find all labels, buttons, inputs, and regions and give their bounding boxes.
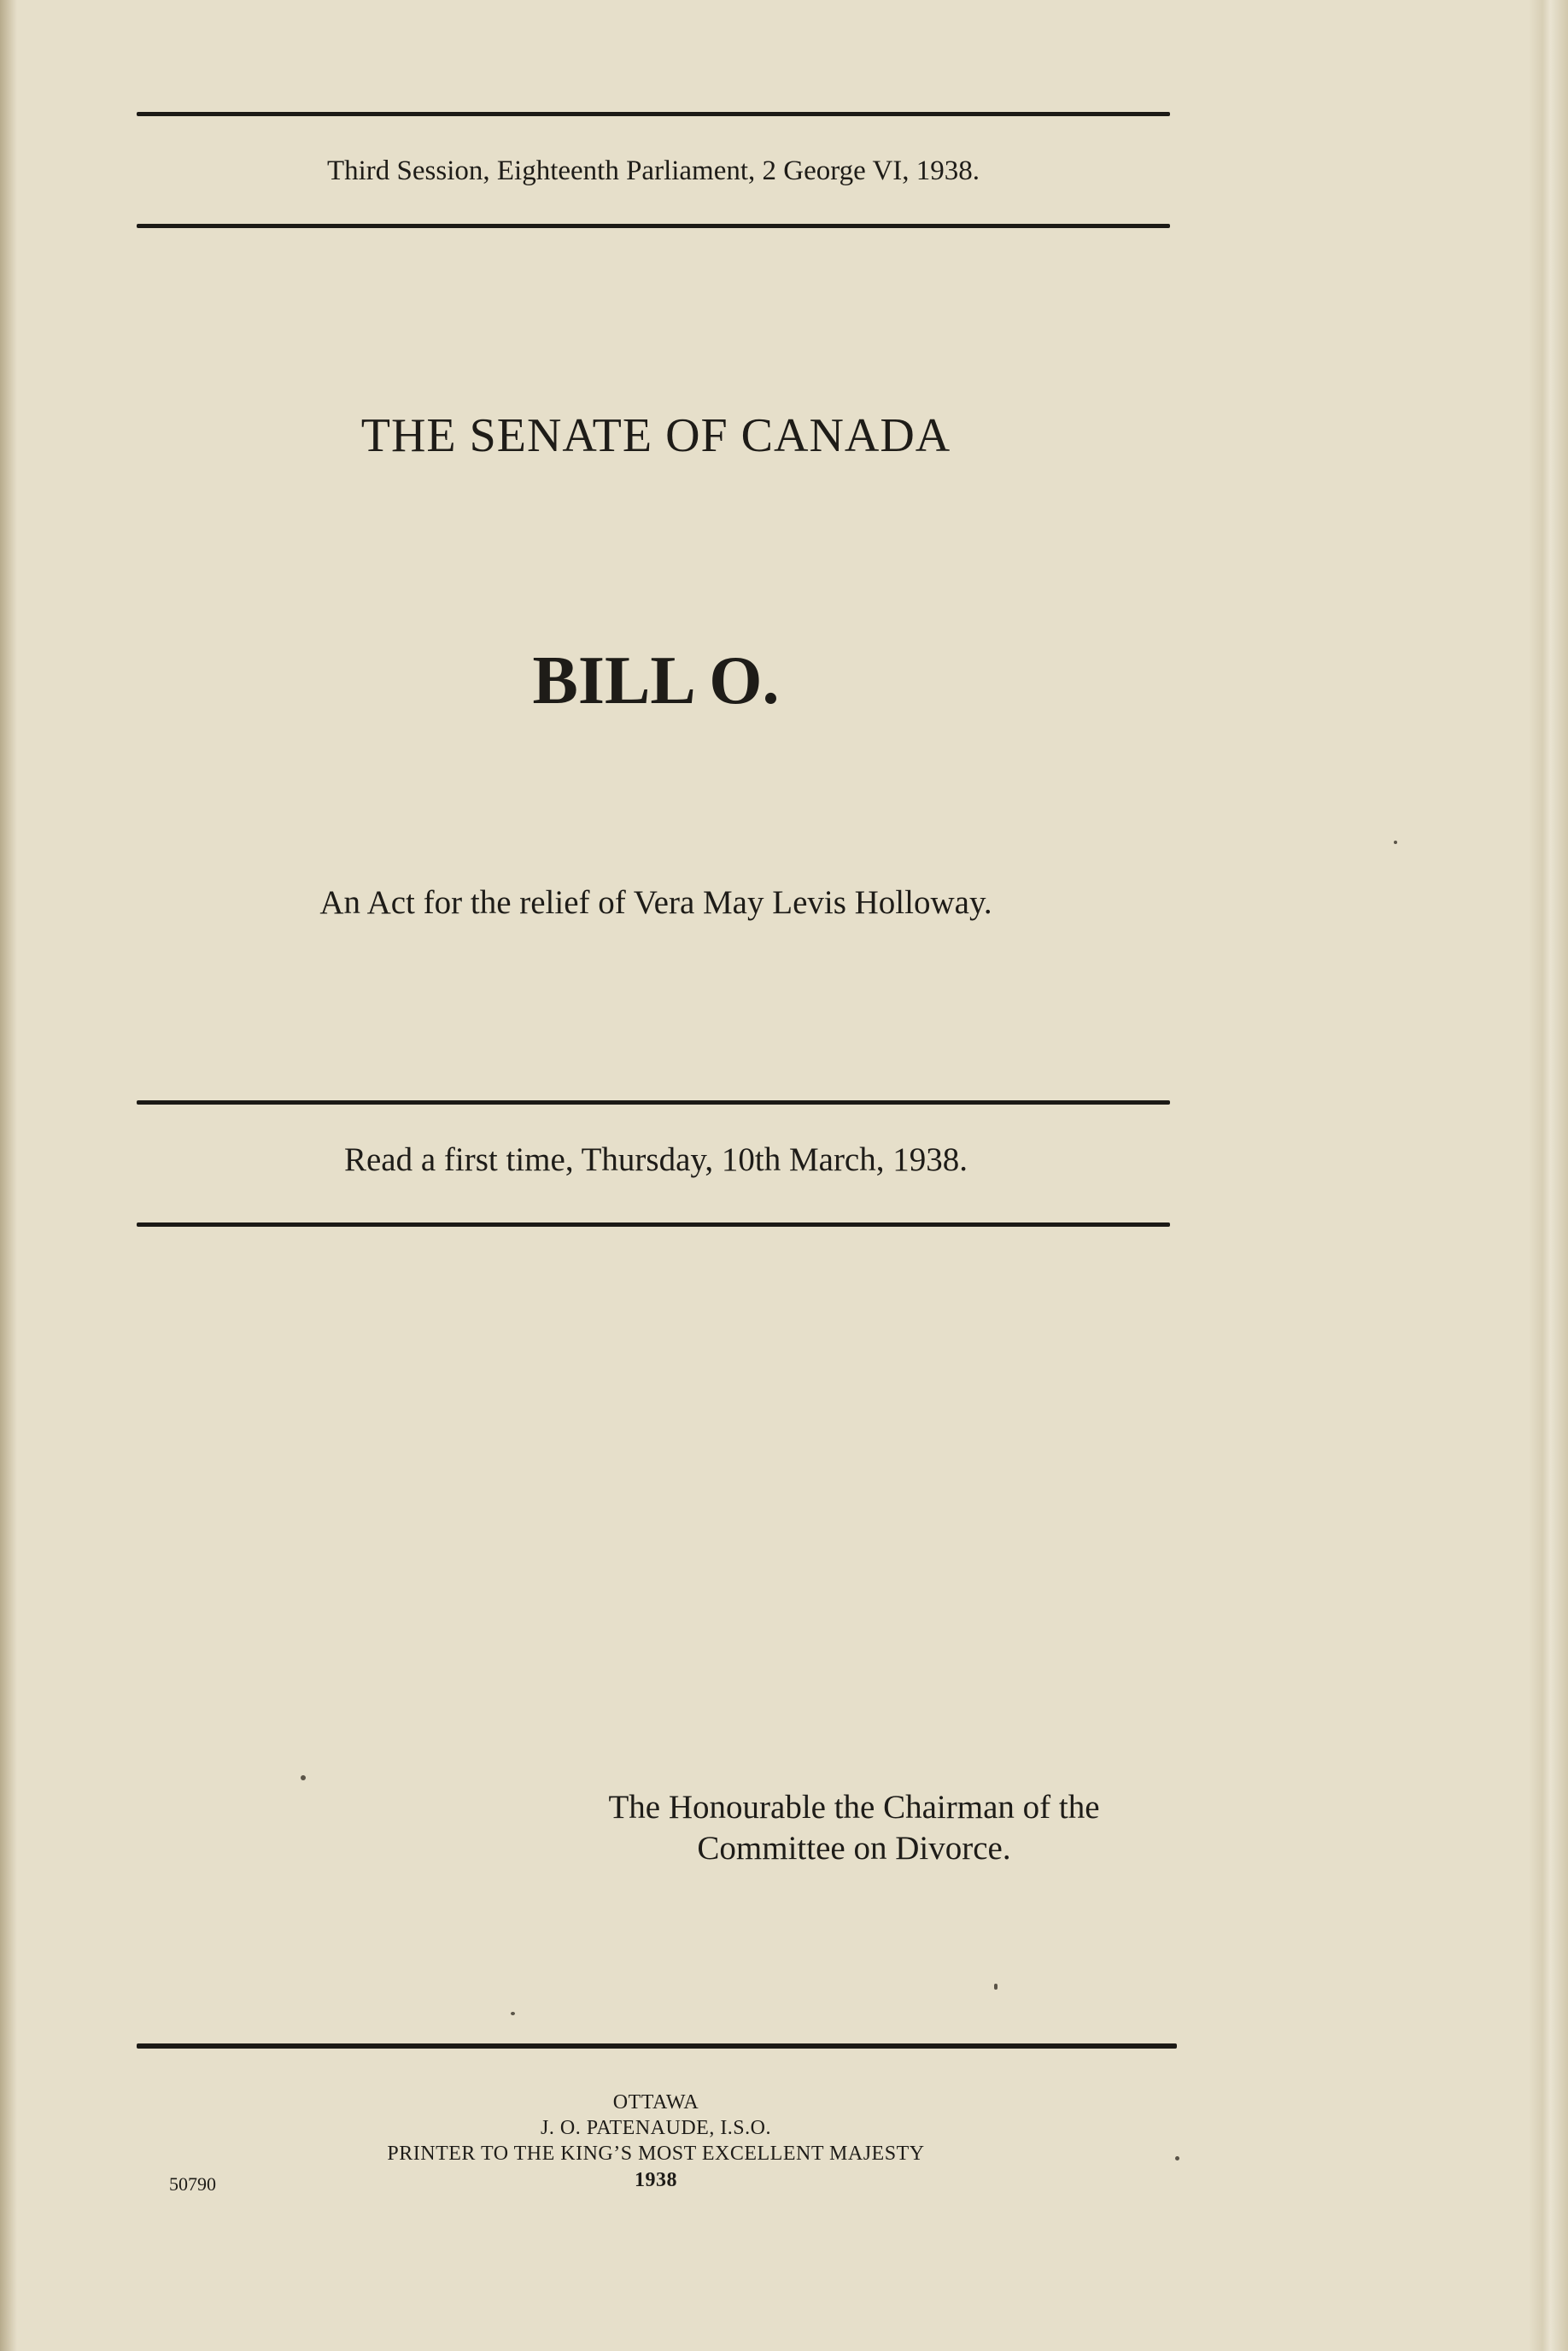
reading-top-rule <box>137 1100 1170 1105</box>
first-reading-status: Read a first time, Thursday, 10th March, 1938. <box>343 1141 968 1178</box>
document-number: 50790 <box>169 2173 216 2195</box>
chamber-title: THE SENATE OF CANADA <box>360 409 951 462</box>
paper-speck <box>511 2012 515 2015</box>
top-rule <box>137 112 1170 116</box>
header-bottom-rule <box>137 224 1170 228</box>
footer-rule <box>137 2043 1177 2049</box>
sponsor-line-1: The Honourable the Chairman of the <box>608 1789 1100 1826</box>
session-header: Third Session, Eighteenth Parliament, 2 George VI, 1938. <box>326 155 980 186</box>
page-edge-right <box>1529 0 1568 2351</box>
act-description: An Act for the relief of Vera May Levis Holloway. <box>319 884 992 921</box>
bill-title: BILL O. <box>532 643 780 718</box>
paper-speck <box>1175 2156 1179 2160</box>
sponsor-block <box>529 1787 1179 1870</box>
paper-speck <box>994 1984 998 1990</box>
paper-speck <box>301 1775 306 1780</box>
paper-speck <box>1394 841 1397 844</box>
footer-city: OTTAWA <box>612 2091 699 2114</box>
sponsor-line-2: Committee on Divorce. <box>697 1830 1011 1867</box>
footer-year: 1938 <box>635 2169 677 2191</box>
footer-printer-name: J. O. PATENAUDE, I.S.O. <box>541 2117 771 2139</box>
reading-bottom-rule <box>137 1222 1170 1227</box>
footer-printer-title: PRINTER TO THE KING’S MOST EXCELLENT MAJESTY <box>387 2143 925 2165</box>
